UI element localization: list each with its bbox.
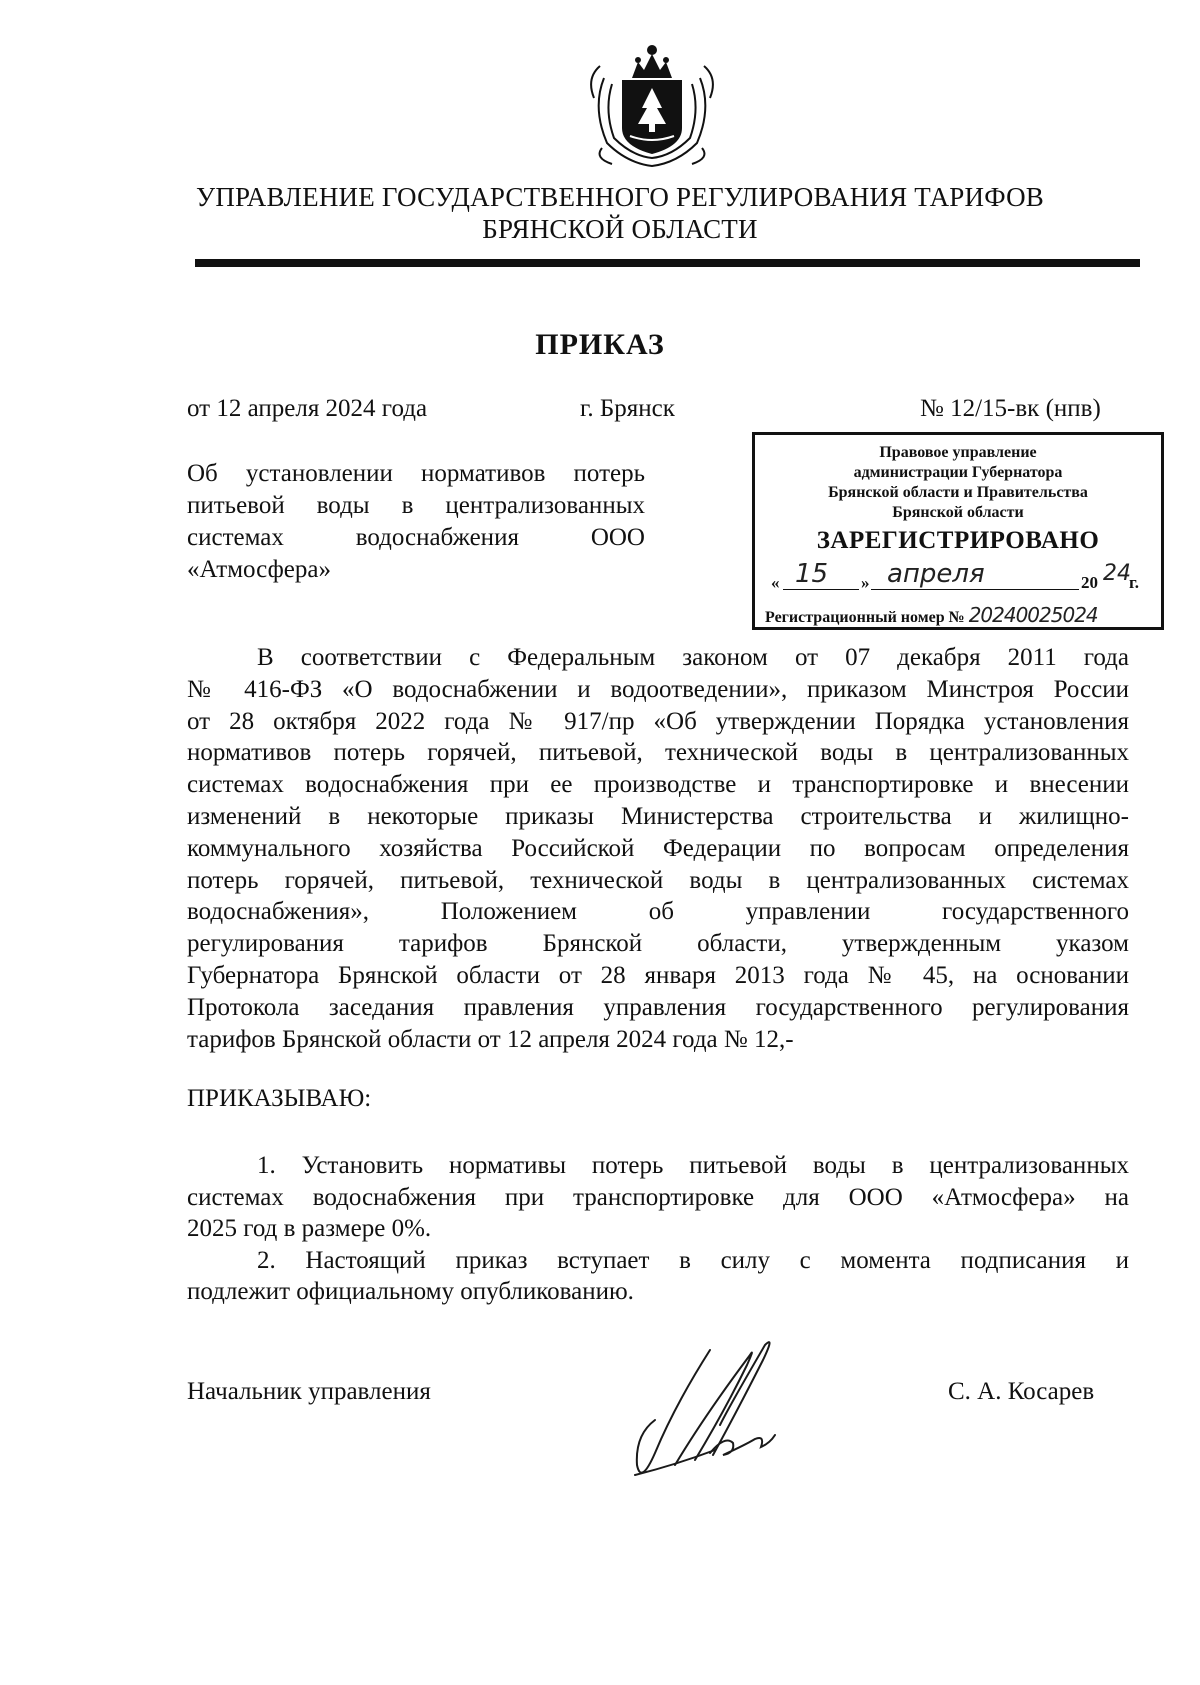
handwritten-signature xyxy=(615,1335,835,1490)
stamp-year-suffix: 24 xyxy=(1103,561,1131,586)
coat-of-arms-icon xyxy=(582,38,722,170)
order-item-line: 2. Настоящий приказ вступает в силу с момента подписания и xyxy=(257,1246,1129,1274)
organization-name-line-2: БРЯНСКОЙ ОБЛАСТИ xyxy=(482,214,758,244)
registration-stamp xyxy=(752,432,1164,630)
header-divider xyxy=(195,259,1140,267)
order-item-line: 2025 год в размере 0%. xyxy=(187,1215,432,1242)
document-date: от 12 апреля 2024 года xyxy=(187,395,428,422)
stamp-line: администрации Губернатора xyxy=(853,464,1063,481)
signatory-position: Начальник управления xyxy=(187,1378,431,1405)
document-subject xyxy=(187,458,645,586)
stamp-day: 15 xyxy=(795,559,829,589)
preamble xyxy=(187,642,1129,1055)
preamble-line: системах водоснабжения при ее производстве и транспортировке и внесении xyxy=(187,771,1129,799)
preamble-line: В соответствии с Федеральным законом от 07 декабря 2011 года xyxy=(257,644,1129,671)
preamble-line: Протокола заседания правления управления государственного регулирования xyxy=(187,993,1129,1021)
subject-line: «Атмосфера» xyxy=(187,556,331,583)
stamp-year-unit: г. xyxy=(1129,573,1140,592)
preamble-line: тарифов Брянской области от 12 апреля 2024 года № 12,- xyxy=(187,1025,794,1053)
stamp-quote-open: « xyxy=(771,573,780,592)
preamble-line: водоснабжения», Положением об управлении государственного xyxy=(187,898,1129,926)
preamble-line: № 416-ФЗ «О водоснабжении и водоотведении», приказом Минстроя России xyxy=(187,675,1129,703)
stamp-regnum-row xyxy=(765,603,1161,627)
subject-line: Об установлении нормативов потерь xyxy=(187,460,645,487)
stamp-line: Брянской области и Правительства xyxy=(828,484,1088,501)
subject-line: питьевой воды в централизованных xyxy=(187,492,645,519)
preamble-line: нормативов потерь горячей, питьевой, технической воды в централизованных xyxy=(187,739,1129,767)
preamble-line: коммунального хозяйства Российской Федерации по вопросам определения xyxy=(187,834,1129,862)
signatory-name: С. А. Косарев xyxy=(948,1378,1095,1405)
preamble-line: изменений в некоторые приказы Министерства строительства и жилищно- xyxy=(187,802,1129,830)
stamp-quote-close: » xyxy=(861,573,870,592)
stamp-line: Брянской области xyxy=(892,504,1024,521)
subject-line: системах водоснабжения ООО xyxy=(187,524,645,551)
stamp-registered-label: ЗАРЕГИСТРИРОВАНО xyxy=(816,527,1100,554)
stamp-day-underline xyxy=(783,589,859,590)
stamp-month-underline xyxy=(871,589,1079,590)
stamp-year-prefix: 20 xyxy=(1081,573,1098,592)
stamp-line: Правовое управление xyxy=(879,444,1037,461)
document-number: № 12/15-вк (нпв) xyxy=(920,395,1101,422)
order-items xyxy=(187,1150,1129,1308)
preamble-line: регулирования тарифов Брянской области, утвержденным указом xyxy=(187,930,1129,958)
preamble-line: Губернатора Брянской области от 28 января 2013 года № 45, на основании xyxy=(187,961,1129,989)
stamp-month: апреля xyxy=(887,559,985,589)
document-city: г. Брянск xyxy=(580,395,675,422)
document-title: ПРИКАЗ xyxy=(535,328,665,361)
order-heading: ПРИКАЗЫВАЮ: xyxy=(187,1085,372,1112)
preamble-line: потерь горячей, питьевой, технической воды в централизованных системах xyxy=(187,866,1129,894)
order-item-line: системах водоснабжения при транспортировке для ООО «Атмосфера» на xyxy=(187,1183,1129,1211)
stamp-regnum-value: 20240025024 xyxy=(968,603,1098,627)
organization-name-line-1: УПРАВЛЕНИЕ ГОСУДАРСТВЕННОГО РЕГУЛИРОВАНИЯ ТАРИФОВ xyxy=(196,182,1044,212)
stamp-date-row xyxy=(769,559,1153,599)
order-item-line: подлежит официальному опубликованию. xyxy=(187,1278,634,1305)
preamble-line: от 28 октября 2022 года № 917/пр «Об утверждении Порядка установления xyxy=(187,707,1129,735)
stamp-regnum-label: Регистрационный номер № xyxy=(765,609,965,626)
order-item-line: 1. Установить нормативы потерь питьевой воды в централизованных xyxy=(257,1152,1129,1179)
